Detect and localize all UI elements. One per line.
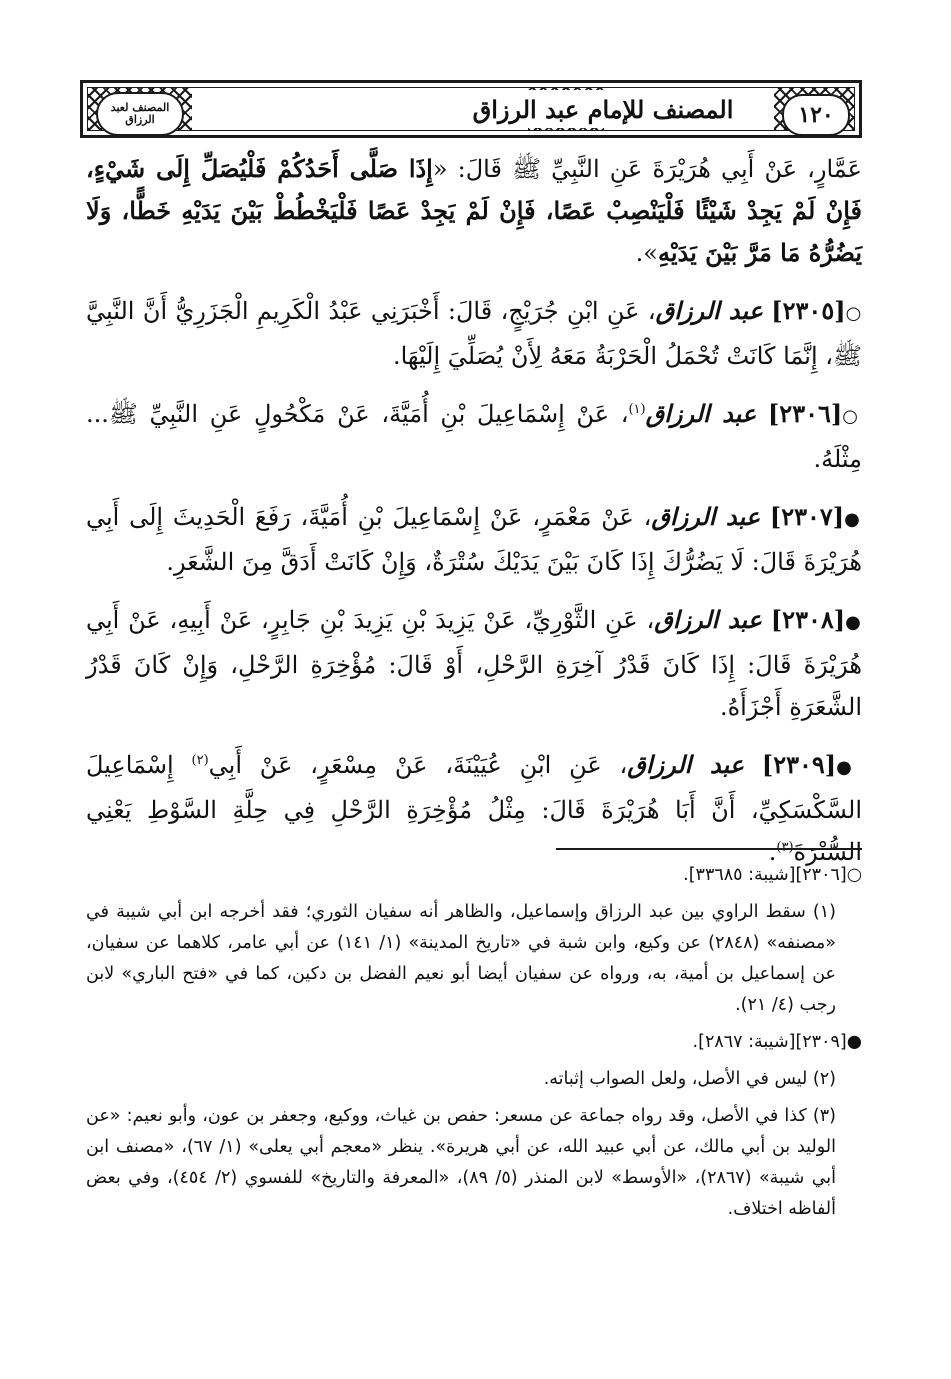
book-emblem [96,92,184,136]
hadith-number: [٢٣٠٥] [771,296,846,325]
hadith-continuation [86,148,862,274]
hadith-text: ، عَنِ ابْنِ عُيَيْنَةَ، عَنْ مِسْعَرٍ، عَنْ أَبِي [208,751,628,779]
footnotes [86,860,862,1231]
hadith-2307 [86,496,862,583]
footnote-2: (٢) ليس في الأصل، ولعل الصواب إثباته. [543,1069,836,1089]
hadith-2308 [86,599,862,728]
footnote-separator [556,848,862,850]
filled-circle-marker: ● [836,757,862,778]
footnote-1: (١) سقط الراوي بين عبد الرزاق وإسماعيل، والظاهر أنه سفيان الثوري؛ فقد أخرجه ابن أبي شيبة في «مصنفه» (٢٨٤٨) عن وكيع، وابن شبة في «تاريخ المدينة» (١/ ١٤١) عن أبي عامر، كلاهما عن سفيان، عن إسماعيل بن أمية، به، ورواه عن سفيان أيضا أبو نعيم الفضل بن دكين، كما في «فتح الباري» لابن رجب (٤/ ٢١). [86,902,836,1015]
hadith-number: [٢٣٠٩] [761,750,837,779]
hadith-number: [٢٣٠٦] [767,399,843,428]
hollow-circle-marker: ○ [845,303,862,324]
page-number: ١٢٠ [798,102,834,128]
source-note-2306: ○[٢٣٠٦][شيبة: ٣٣٦٨٥]. [683,865,862,885]
hadith-number: [٢٣٠٧] [769,502,845,531]
prophetic-saying: إِذَا صَلَّى أَحَدُكُمْ فَلْيُصَلِّ إِلَى شَيْءٍ، فَإِنْ لَمْ يَجِدْ شَيْئًا فَلْيَنْصِبْ عَصًا، فَإِنْ لَمْ يَجِدْ عَصًا فَلْيَخْطُطْ بَيْنَ يَدَيْهِ خَطًّا، وَلَا يَضُرُّهُ مَا مَرَّ بَيْنَ يَدَيْهِ [86,154,862,267]
hollow-circle-marker: ○ [842,406,862,427]
text-run: عَمَّارٍ، عَنْ أَبِي هُرَيْرَةَ عَنِ النَّبِيِّ ﷺ قَالَ: « [432,155,862,183]
text-run: ». [635,239,658,267]
main-text [86,148,862,889]
author-name: عبد الرزاق [627,750,745,779]
hadith-text: إِسْمَاعِيلَ السَّكْسَكِيِّ، أَنَّ أَبَا هُرَيْرَةَ قَالَ: مِثْلُ مُؤْخِرَةِ الرَّحْلِ فِي حِلَّةِ السَّوْطِ يَعْنِي السُّتْرَةَ [86,751,862,866]
hadith-text: ، عَنْ إِسْمَاعِيلَ بْنِ أُمَيَّةَ، عَنْ مَكْحُولٍ عَنِ النَّبِيِّ ﷺ... مِثْلَهُ. [86,400,862,473]
filled-circle-marker: ● [845,612,862,633]
book-title: المصنف للإمام عبد الرزاق [472,94,734,124]
header-frame [87,87,855,131]
author-name: عبد الرزاق [651,502,761,531]
source-note-2309: ●[٢٣٠٩][شيبة: ٢٨٦٧]. [692,1032,862,1052]
hadith-text: ، عَنِ الثَّوْرِيِّ، عَنْ يَزِيدَ بْنِ يَزِيدَ بْنِ جَابِرٍ، عَنْ أَبِيهِ، عَنْ أَبِي هُرَيْرَةَ قَالَ: إِذَا كَانَ قَدْرُ آخِرَةِ الرَّحْلِ، أَوْ قَالَ: مُؤْخِرَةِ الرَّحْلِ، وَإِنْ كَانَ قَدْرُ الشَّعَرَةِ أَجْزَأَهُ. [86,606,862,721]
hadith-2306 [86,393,862,480]
footnote-ref: (١) [628,402,646,417]
emblem-text: المصنف لعبد الرزاق [110,101,170,126]
hadith-text: ، عَنِ ابْنِ جُرَيْجٍ، قَالَ: أَخْبَرَنِي عَبْدُ الْكَرِيمِ الْجَزَرِيُّ أَنَّ النَّبِيَّ ﷺ، إِنَّمَا كَانَتْ تُحْمَلُ الْحَرْبَةُ مَعَهُ لِأَنْ يُصَلِّيَ إِلَيْهَا. [86,297,862,370]
footnote-ref: (٢) [191,753,209,768]
hadith-text: ، عَنْ مَعْمَرٍ، عَنْ إِسْمَاعِيلَ بْنِ أُمَيَّةَ، رَفَعَ الْحَدِيثَ إِلَى أَبِي هُرَيْرَةَ قَالَ: لَا يَضُرُّكَ إِذَا كَانَ بَيْنَ يَدَيْكَ سُتْرَةٌ، وَإِنْ كَانَتْ أَدَقَّ مِنَ الشَّعَرِ. [86,503,862,576]
author-name: عبد الرزاق [655,296,763,325]
page-header [80,80,862,138]
running-title [438,90,768,128]
author-name: عبد الرزاق [654,605,762,634]
footnote-ref: (٣) [776,840,794,855]
hadith-2309 [86,744,862,873]
page-number-badge [782,94,850,136]
author-name: عبد الرزاق [645,399,757,428]
hadith-2305 [86,290,862,377]
footnote-3: (٣) كذا في الأصل، وقد رواه جماعة عن مسعر: حفص بن غياث، ووكيع، وجعفر بن عون، وأبو نعيم: «عن الوليد بن أبي مالك، عن أبي عبيد الله، عن أبي هريرة». ينظر «معجم أبي يعلى» (١/ ٦٧)، «مصنف ابن أبي شيبة» (٢٨٦٧)، «الأوسط» لابن المنذر (٥/ ٨٩)، «المعرفة والتاريخ» للفسوي (٢/ ٤٥٤)، وفي بعض ألفاظه اختلاف. [86,1106,837,1219]
text-run: . [768,838,777,866]
hadith-number: [٢٣٠٨] [770,605,846,634]
filled-circle-marker: ● [844,509,862,530]
